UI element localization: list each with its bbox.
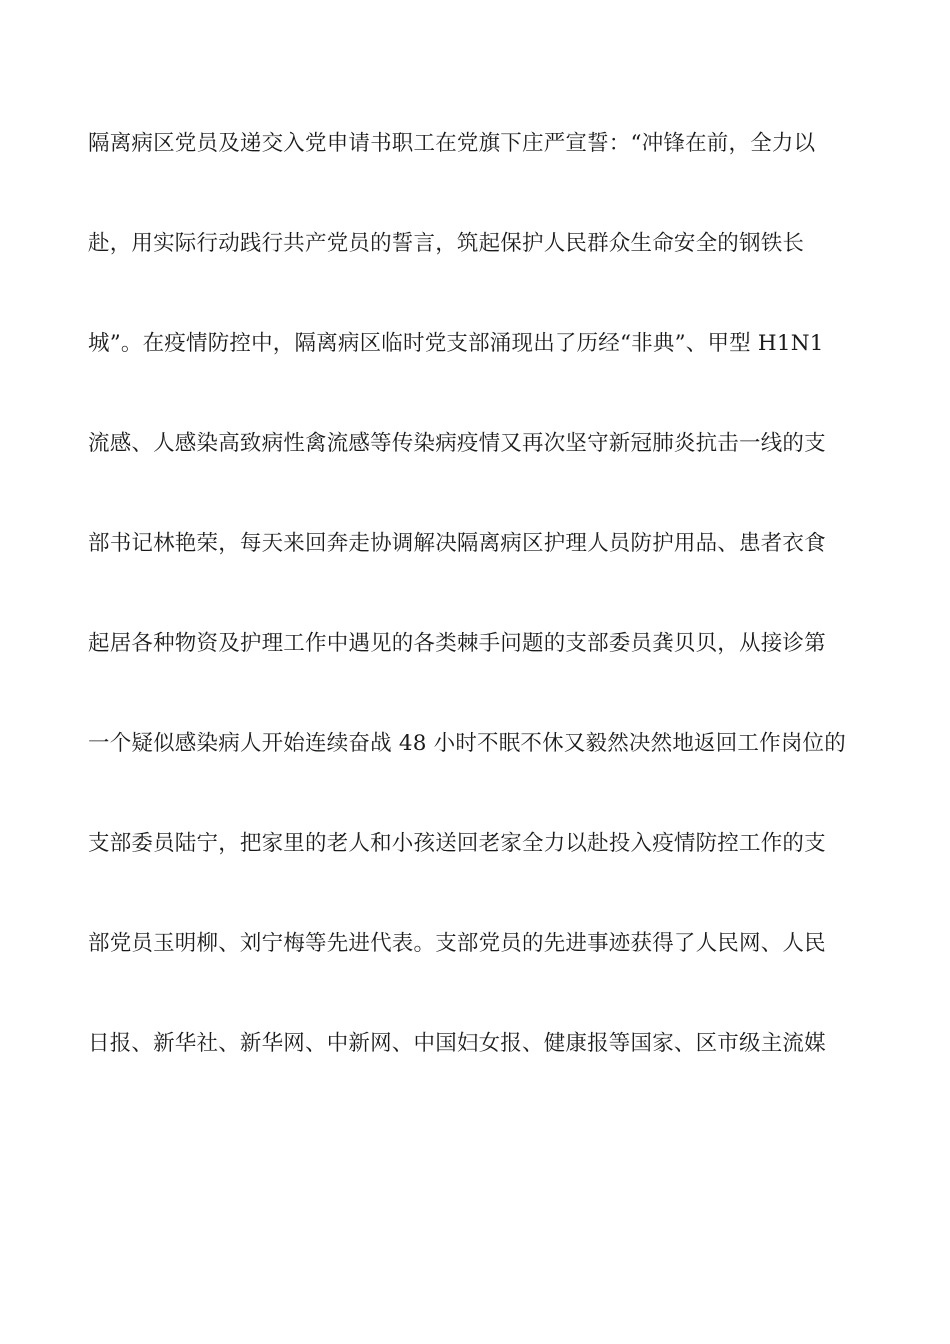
- text-line: 日报、新华社、新华网、中新网、中国妇女报、健康报等国家、区市级主流媒: [88, 1031, 826, 1056]
- body-text: [88, 129, 868, 1129]
- text-line: 起居各种物资及护理工作中遇见的各类棘手问题的支部委员龚贝贝，从接诊第: [88, 631, 826, 656]
- text-line: 部党员玉明柳、刘宁梅等先进代表。支部党员的先进事迹获得了人民网、人民: [88, 931, 826, 956]
- text-line: 赴，用实际行动践行共产党员的誓言，筑起保护人民群众生命安全的钢铁长: [88, 231, 805, 256]
- text-line: 城”。在疫情防控中，隔离病区临时党支部涌现出了历经“非典”、甲型 H1N1: [88, 331, 824, 356]
- text-line: 支部委员陆宁，把家里的老人和小孩送回老家全力以赴投入疫情防控工作的支: [88, 831, 826, 856]
- text-line: 一个疑似感染病人开始连续奋战 48 小时不眠不休又毅然决然地返回工作岗位的: [88, 731, 846, 756]
- text-line: 流感、人感染高致病性禽流感等传染病疫情又再次坚守新冠肺炎抗击一线的支: [88, 431, 826, 456]
- text-line: 隔离病区党员及递交入党申请书职工在党旗下庄严宣誓：“冲锋在前，全力以: [88, 131, 816, 156]
- text-line: 部书记林艳荣，每天来回奔走协调解决隔离病区护理人员防护用品、患者衣食: [88, 531, 826, 556]
